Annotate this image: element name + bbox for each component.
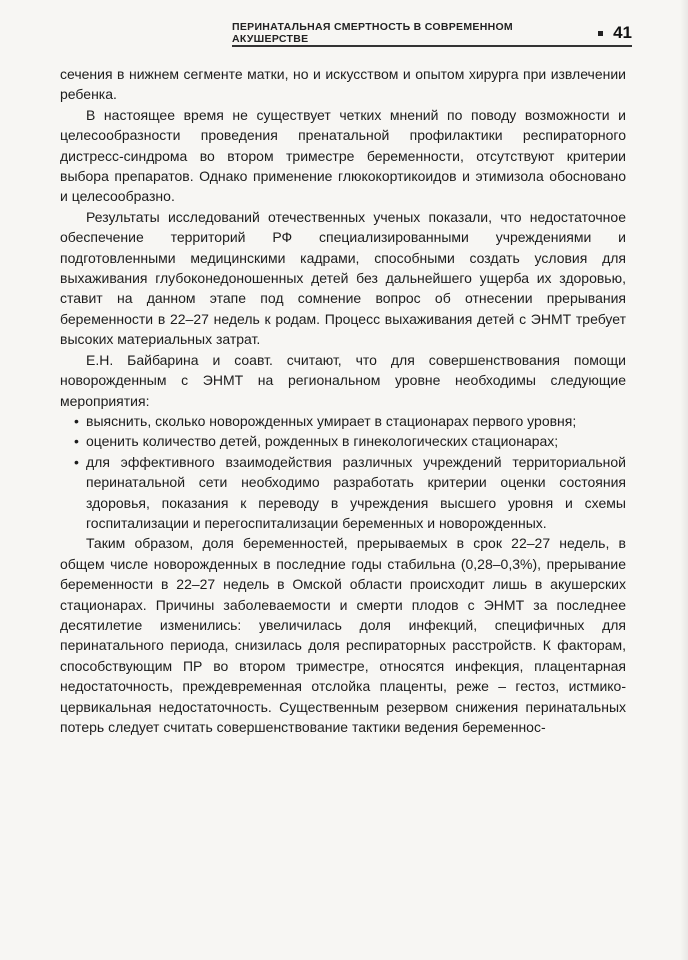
list-item-text: для эффективного взаимодействия различных учреждений территориальной перинатальной сети необходимо разработать критерии оценки состояния здоровья, показания к переводу в учреждения высшего уровня и схемы госпитализации и перегоспитализации беременных и новорожденных. [86, 453, 626, 531]
page-number: 41 [613, 23, 632, 42]
paragraph: В настоящее время не существует четких мнений по поводу возможности и целесообразности проведения пренатальной профилактики респираторного дистресс-синдрома во втором триместре беременности, отсутствуют критерии выбора препаратов. Однако применение глюкокортикоидов и этимизола обосновано и целесообразно. [60, 106, 626, 205]
running-header [232, 22, 632, 44]
measures-list [60, 411, 626, 533]
body-text [60, 64, 626, 737]
paragraph-continuation: сечения в нижнем сегменте матки, но и искусством и опытом хирурга при извлечении ребенка. [60, 66, 626, 103]
scan-edge-shadow [680, 0, 688, 960]
header-square-bullet [598, 31, 603, 36]
paragraph: Таким образом, доля беременностей, прерываемых в срок 22–27 недель, в общем числе новорожденных в последние годы стабильна (0,28–0,3%), прерывание беременности в 22–27 недель в Омской области происходит лишь в акушерских стационарах. Причины заболеваемости и смерти плодов с ЭНМТ за последнее десятилетие изменились: увеличилась доля инфекций, специфичных для перинатального периода, снизилась доля респираторных расстройств. К факторам, способствующим ПР во втором триместре, относятся инфекция, плацентарная недостаточность, преждевременная отслойка плаценты, реже – гестоз, истмико-цервикальная недостаточность. Существенным резервом снижения перинатальных потерь следует считать совершенствование тактики ведения беременнос- [60, 535, 626, 735]
list-item-text: выяснить, сколько новорожденных умирает в стационарах первого уровня; [86, 412, 577, 429]
header-rule [232, 45, 632, 47]
bullet-marker: • [74, 433, 79, 450]
paragraph: Е.Н. Байбарина и соавт. считают, что для совершенствования помощи новорожденным с ЭНМТ на региональном уровне необходимы следующие мероприятия: [60, 351, 626, 409]
list-item [60, 452, 626, 534]
paragraph: Результаты исследований отечественных ученых показали, что недостаточное обеспечение территорий РФ специализированными учреждениями и подготовленными медицинскими кадрами, способными создать условия для выхаживания глубоконедоношенных детей без дальнейшего ущерба их здоровью, ставит на данном этапе под сомнение вопрос об отнесении прерывания беременности в 22–27 недель к родам. Процесс выхаживания детей с ЭНМТ требует высоких материальных затрат. [60, 208, 626, 348]
list-item [60, 411, 626, 431]
bullet-marker: • [74, 412, 79, 429]
list-item-text: оценить количество детей, рожденных в гинекологических стационарах; [86, 433, 559, 450]
running-title: ПЕРИНАТАЛЬНАЯ СМЕРТНОСТЬ В СОВРЕМЕННОМ АКУШЕРСТВЕ [232, 21, 513, 45]
bullet-marker: • [74, 453, 79, 470]
list-item [60, 431, 626, 451]
